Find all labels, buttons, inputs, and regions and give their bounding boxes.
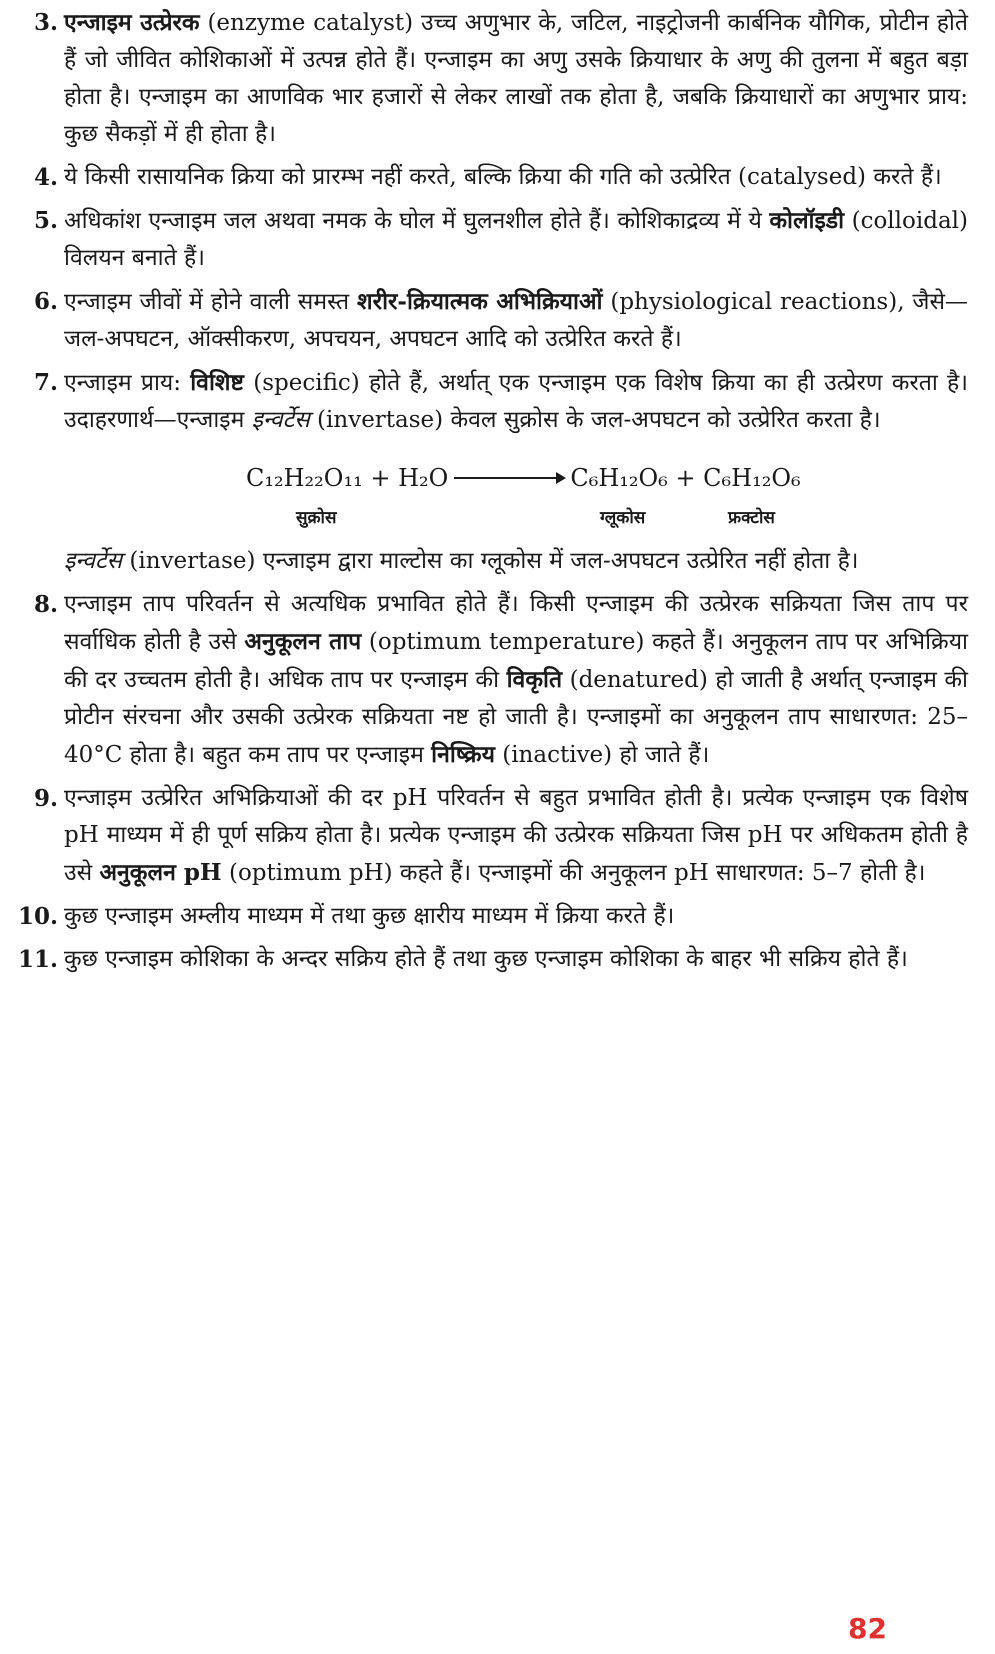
fructose-formula: C₆H₁₂O₆ [703,464,801,492]
list-item [18,941,968,978]
sucrose-formula: C₁₂H₂₂O₁₁ [246,464,363,492]
item-text [64,586,968,774]
text-run: ये किसी रासायनिक क्रिया को प्रारम्भ नहीं करते, बल्कि क्रिया की गति को उत्प्रेरित (catalysed) करते हैं। [64,164,942,190]
item-number: 8. [33,591,58,618]
bold-term: निष्क्रिय [431,741,495,768]
bold-term: विकृति [506,666,563,693]
text-run: अधिकांश एन्जाइम जल अथवा नमक के घोल में घुलनशील होते हैं। कोशिकाद्रव्य में ये [64,208,770,234]
text-run: (inactive) हो जाते हैं। [494,742,710,768]
list-item [18,4,968,153]
item-text [64,159,968,196]
text-run: एन्जाइम उत्प्रेरित अभिक्रियाओं की दर pH परिवर्तन से बहुत प्रभावित होती है। प्रत्येक एन्जाइम एक विशेष pH माध्यम में ही पूर्ण सक्रिय होता है। प्रत्येक एन्जाइम की उत्प्रेरक सक्रियता जिस pH पर अधिकतम होती है उसे [64,785,968,886]
item-number: 6. [33,288,58,315]
invertase-continuation-paragraph [64,543,968,580]
list-item [18,898,968,935]
water-formula: H₂O [398,464,449,492]
bold-term: कोलॉइडी [769,207,845,234]
text-run: (colloidal) विलयन बनाते हैं। [64,208,968,271]
text-run: (invertase) एन्जाइम द्वारा माल्टोस का ग्लूकोस में जल-अपघटन उत्प्रेरित नहीं होता है। [122,548,859,574]
equation-line [246,461,801,495]
list-item [18,586,968,774]
reaction-arrow-icon [454,477,564,479]
list-item [18,780,968,892]
italic-term: इन्वर्टेस [64,548,123,574]
text-run: एन्जाइम ताप परिवर्तन से अत्यधिक प्रभावित होते हैं। किसी एन्जाइम की उत्प्रेरक सक्रियता जिस ताप पर सर्वाधिक होती है उसे [64,591,968,655]
item-number: 10. [18,903,59,930]
item-text [64,898,968,935]
item-number: 5. [33,207,58,234]
text-run: (invertase) केवल सुक्रोस के जल-अपघटन को उत्प्रेरित करता है। [309,407,881,433]
text-run: (specific) होते हैं, अर्थात् एक एन्जाइम एक विशेष क्रिया का ही उत्प्रेरण करता है। उदाहरणार्थ—एन्जाइम [64,370,968,433]
text-run: कुछ एन्जाइम कोशिका के अन्दर सक्रिय होते हैं तथा कुछ एन्जाइम कोशिका के बाहर भी सक्रिय होते हैं। [64,946,908,972]
bold-term: अनुकूलन pH [99,859,222,886]
bold-term: अनुकूलन ताप [244,628,362,655]
text-run: एन्जाइम प्राय: [64,370,191,396]
italic-term: इन्वर्टेस [251,407,310,433]
item-text [64,941,968,978]
item-number: 4. [33,164,58,191]
label-glucose: ग्लूकोस [600,508,646,528]
bold-term: शरीर-क्रियात्मक अभिक्रियाओं [357,288,603,315]
label-fructose: फ्रक्टोस [728,508,775,528]
page-content [18,4,968,984]
page-number: 82 [848,1612,887,1645]
item-number: 9. [33,785,58,812]
item-text [64,202,968,277]
sucrose-hydrolysis-equation [18,461,968,539]
item-number: 3. [33,9,58,36]
item-text [64,4,968,153]
list-item [18,364,968,439]
enzyme-properties-list-part2 [18,586,968,978]
list-item [18,283,968,358]
item-number: 11. [18,946,59,973]
item-text [64,364,968,439]
text-run: (optimum temperature) कहते हैं। अनुकूलन ताप पर अभिक्रिया की दर उच्चतम होती है। अधिक ताप पर एन्जाइम की [64,629,969,693]
text-run: कुछ एन्जाइम अम्लीय माध्यम में तथा कुछ क्षारीय माध्यम में क्रिया करते हैं। [64,903,675,929]
text-run: (physiological reactions), जैसे—जल-अपघटन, ऑक्सीकरण, अपचयन, अपघटन आदि को उत्प्रेरित करते हैं। [64,289,968,352]
text-run: (enzyme catalyst) उच्च अणुभार के, जटिल, नाइट्रोजनी कार्बनिक यौगिक, प्रोटीन होते हैं जो जीवित कोशिकाओं में उत्पन्न होते हैं। एन्जाइम का अणु उसके क्रियाधार के अणु की तुलना में बहुत बड़ा होता है। एन्जाइम का आणविक भार हजारों से लेकर लाखों तक होता है, जबकि क्रियाधारों का अणुभार प्राय: कुछ सैकड़ों में ही होता है। [64,10,968,147]
text-run: (optimum pH) कहते हैं। एन्जाइमों की अनुकूलन pH साधारणत: 5–7 होती है। [221,860,926,886]
item-text [64,780,968,892]
text-run: एन्जाइम जीवों में होने वाली समस्त [64,289,358,315]
item-number: 7. [33,369,58,396]
bold-term: एन्जाइम उत्प्रेरक [64,9,200,36]
list-item [18,202,968,277]
enzyme-properties-list-part1 [18,4,968,439]
plus-sign: + [370,464,391,492]
text-run: (denatured) हो जाती है अर्थात् एन्जाइम की प्रोटीन संरचना और उसकी उत्प्रेरक सक्रियता नष्ट हो जाती है। एन्जाइमों का अनुकूलन ताप साधारणत: 25–40°C होता है। बहुत कम ताप पर एन्जाइम [64,667,968,768]
plus-sign: + [675,464,696,492]
label-sucrose: सुक्रोस [296,508,337,528]
list-item [18,159,968,196]
item-text [64,283,968,358]
glucose-formula: C₆H₁₂O₆ [570,464,668,492]
bold-term: विशिष्ट [190,369,244,396]
